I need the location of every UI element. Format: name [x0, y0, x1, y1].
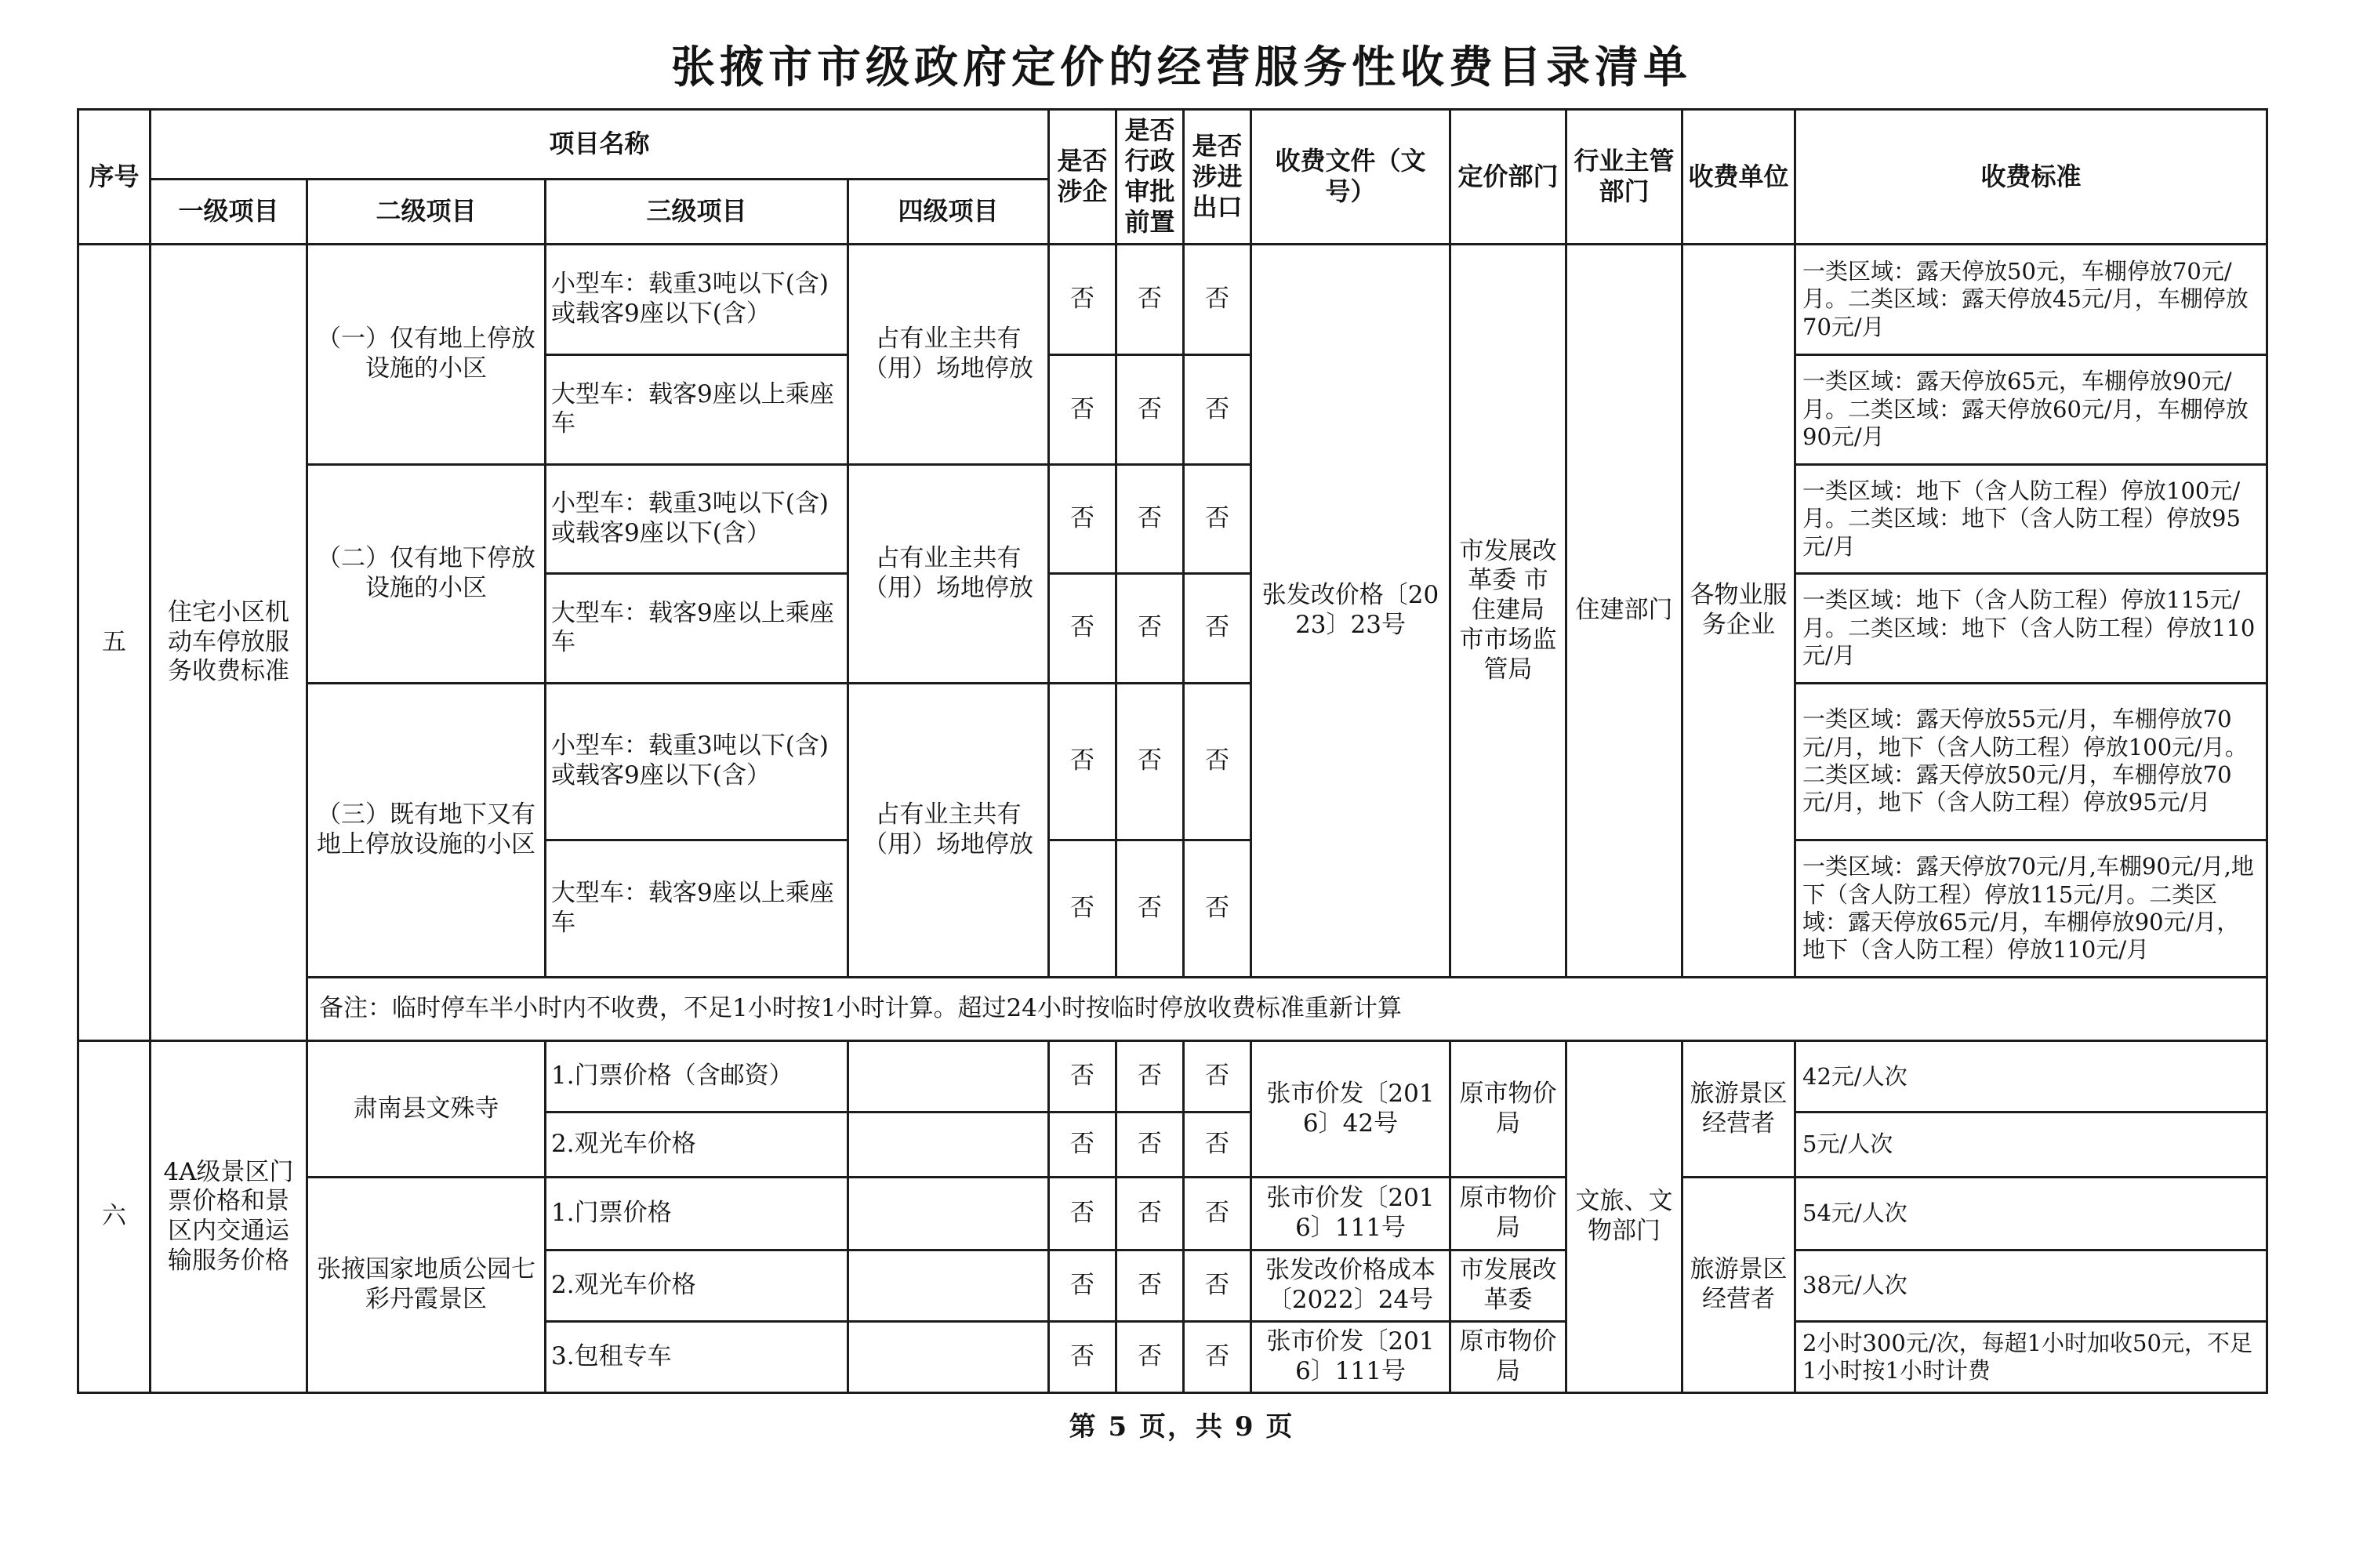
table-row — [78, 683, 2267, 840]
level2-item: 肃南县文殊寺 — [307, 1041, 546, 1178]
header-level3: 三级项目 — [546, 179, 848, 244]
fee-standard: 一类区域：露天停放65元，车棚停放90元/月。二类区域：露天停放60元/月，车棚停放90元/月 — [1795, 355, 2267, 464]
level1-item: 4A级景区门票价格和景区内交通运输服务价格 — [151, 1041, 307, 1393]
header-level1: 一级项目 — [151, 179, 307, 244]
flag-enterprise: 否 — [1049, 355, 1116, 464]
fee-unit: 旅游景区经营者 — [1682, 1178, 1795, 1393]
header-fee-unit: 收费单位 — [1682, 110, 1795, 245]
fee-document: 张市价发〔2016〕111号 — [1251, 1321, 1450, 1392]
note-row — [78, 978, 2267, 1041]
section-seq: 五 — [78, 244, 151, 1040]
page-number: 第 5 页，共 9 页 — [1069, 1411, 1294, 1443]
flag-import-export: 否 — [1184, 1112, 1251, 1178]
flag-approval: 否 — [1116, 1041, 1184, 1112]
flag-approval: 否 — [1116, 464, 1184, 573]
level3-item: 大型车：载客9座以上乘座车 — [546, 355, 848, 464]
header-fee-standard: 收费标准 — [1795, 110, 2267, 245]
fee-catalog-table — [77, 108, 2268, 1394]
fee-standard: 一类区域：地下（含人防工程）停放100元/月。二类区域：地下（含人防工程）停放95元/月 — [1795, 464, 2267, 573]
flag-import-export: 否 — [1184, 1321, 1251, 1392]
header-import-export: 是否涉进出口 — [1184, 110, 1251, 245]
header-level2: 二级项目 — [307, 179, 546, 244]
level3-item: 3.包租专车 — [546, 1321, 848, 1392]
header-involves-enterprise: 是否涉企 — [1049, 110, 1116, 245]
level2-item: （一）仅有地上停放设施的小区 — [307, 244, 546, 464]
header-seq: 序号 — [78, 110, 151, 245]
industry-dept: 文旅、文物部门 — [1566, 1041, 1682, 1393]
flag-approval: 否 — [1116, 355, 1184, 464]
table-row — [78, 1041, 2267, 1112]
level4-item — [848, 1112, 1049, 1178]
flag-import-export: 否 — [1184, 840, 1251, 978]
level2-item: 张掖国家地质公园七彩丹霞景区 — [307, 1178, 546, 1393]
pricing-dept: 市发展改革委 市住建局 市市场监管局 — [1450, 244, 1566, 978]
flag-enterprise: 否 — [1049, 464, 1116, 573]
level3-item: 1.门票价格 — [546, 1178, 848, 1250]
pricing-dept: 原市物价局 — [1450, 1178, 1566, 1250]
level2-item: （三）既有地下又有地上停放设施的小区 — [307, 683, 546, 978]
level4-item — [848, 1250, 1049, 1322]
flag-enterprise: 否 — [1049, 1041, 1116, 1112]
flag-approval: 否 — [1116, 683, 1184, 840]
header-admin-approval: 是否行政审批前置 — [1116, 110, 1184, 245]
flag-enterprise: 否 — [1049, 1321, 1116, 1392]
remark: 备注：临时停车半小时内不收费，不足1小时按1小时计算。超过24小时按临时停放收费标准重新计算 — [307, 978, 2267, 1041]
flag-enterprise: 否 — [1049, 1250, 1116, 1322]
fee-standard: 42元/人次 — [1795, 1041, 2267, 1112]
flag-approval: 否 — [1116, 1321, 1184, 1392]
fee-standard: 5元/人次 — [1795, 1112, 2267, 1178]
level4-item: 占有业主共有（用）场地停放 — [848, 464, 1049, 683]
flag-approval: 否 — [1116, 1178, 1184, 1250]
level1-item: 住宅小区机动车停放服务收费标准 — [151, 244, 307, 1040]
level3-item: 2.观光车价格 — [546, 1112, 848, 1178]
flag-approval: 否 — [1116, 1250, 1184, 1322]
level4-item — [848, 1178, 1049, 1250]
level3-item: 小型车：载重3吨以下(含)或载客9座以下(含） — [546, 683, 848, 840]
flag-import-export: 否 — [1184, 1178, 1251, 1250]
fee-standard: 一类区域：露天停放50元，车棚停放70元/月。二类区域：露天停放45元/月，车棚停放70元/月 — [1795, 244, 2267, 354]
industry-dept: 住建部门 — [1566, 244, 1682, 978]
fee-standard: 54元/人次 — [1795, 1178, 2267, 1250]
header-project-name: 项目名称 — [151, 110, 1049, 180]
table-row — [78, 464, 2267, 573]
fee-document: 张市价发〔2016〕111号 — [1251, 1178, 1450, 1250]
level3-item: 小型车：载重3吨以下(含)或载客9座以下(含） — [546, 244, 848, 354]
flag-approval: 否 — [1116, 840, 1184, 978]
flag-approval: 否 — [1116, 244, 1184, 354]
header-industry-dept: 行业主管部门 — [1566, 110, 1682, 245]
header-row — [78, 110, 2267, 180]
level3-item: 大型车：载客9座以上乘座车 — [546, 574, 848, 683]
page-title: 张掖市市级政府定价的经营服务性收费目录清单 — [671, 42, 1692, 93]
flag-approval: 否 — [1116, 574, 1184, 683]
flag-import-export: 否 — [1184, 464, 1251, 573]
pricing-dept: 原市物价局 — [1450, 1041, 1566, 1178]
level3-item: 2.观光车价格 — [546, 1250, 848, 1322]
flag-import-export: 否 — [1184, 574, 1251, 683]
level4-item — [848, 1041, 1049, 1112]
flag-import-export: 否 — [1184, 1250, 1251, 1322]
header-fee-document: 收费文件（文号） — [1251, 110, 1450, 245]
fee-standard: 38元/人次 — [1795, 1250, 2267, 1322]
table-row — [78, 244, 2267, 354]
level4-item: 占有业主共有（用）场地停放 — [848, 244, 1049, 464]
fee-standard: 一类区域：地下（含人防工程）停放115元/月。二类区域：地下（含人防工程）停放110元/月 — [1795, 574, 2267, 683]
flag-enterprise: 否 — [1049, 244, 1116, 354]
pricing-dept: 原市物价局 — [1450, 1321, 1566, 1392]
fee-unit: 旅游景区经营者 — [1682, 1041, 1795, 1178]
flag-approval: 否 — [1116, 1112, 1184, 1178]
flag-import-export: 否 — [1184, 244, 1251, 354]
level4-item: 占有业主共有（用）场地停放 — [848, 683, 1049, 978]
fee-standard: 一类区域：露天停放70元/月,车棚90元/月,地下（含人防工程）停放115元/月。二类区域：露天停放65元/月，车棚停放90元/月，地下（含人防工程）停放110元/月 — [1795, 840, 2267, 978]
flag-import-export: 否 — [1184, 683, 1251, 840]
fee-document: 张发改价格〔2023〕23号 — [1251, 244, 1450, 978]
flag-enterprise: 否 — [1049, 840, 1116, 978]
pricing-dept: 市发展改革委 — [1450, 1250, 1566, 1322]
flag-enterprise: 否 — [1049, 683, 1116, 840]
section-seq: 六 — [78, 1041, 151, 1393]
level3-item: 大型车：载客9座以上乘座车 — [546, 840, 848, 978]
fee-standard: 2小时300元/次，每超1小时加收50元，不足1小时按1小时计费 — [1795, 1321, 2267, 1392]
flag-import-export: 否 — [1184, 355, 1251, 464]
fee-unit: 各物业服务企业 — [1682, 244, 1795, 978]
table-row — [78, 1178, 2267, 1250]
fee-document: 张市价发〔2016〕42号 — [1251, 1041, 1450, 1178]
level2-item: （二）仅有地下停放设施的小区 — [307, 464, 546, 683]
flag-import-export: 否 — [1184, 1041, 1251, 1112]
level3-item: 小型车：载重3吨以下(含)或载客9座以下(含） — [546, 464, 848, 573]
level4-item — [848, 1321, 1049, 1392]
fee-standard: 一类区域：露天停放55元/月，车棚停放70元/月，地下（含人防工程）停放100元/月。二类区域：露天停放50元/月，车棚停放70元/月，地下（含人防工程）停放95元/月 — [1795, 683, 2267, 840]
fee-document: 张发改价格成本〔2022〕24号 — [1251, 1250, 1450, 1322]
header-level4: 四级项目 — [848, 179, 1049, 244]
flag-enterprise: 否 — [1049, 1178, 1116, 1250]
header-pricing-dept: 定价部门 — [1450, 110, 1566, 245]
flag-enterprise: 否 — [1049, 574, 1116, 683]
level3-item: 1.门票价格（含邮资） — [546, 1041, 848, 1112]
flag-enterprise: 否 — [1049, 1112, 1116, 1178]
